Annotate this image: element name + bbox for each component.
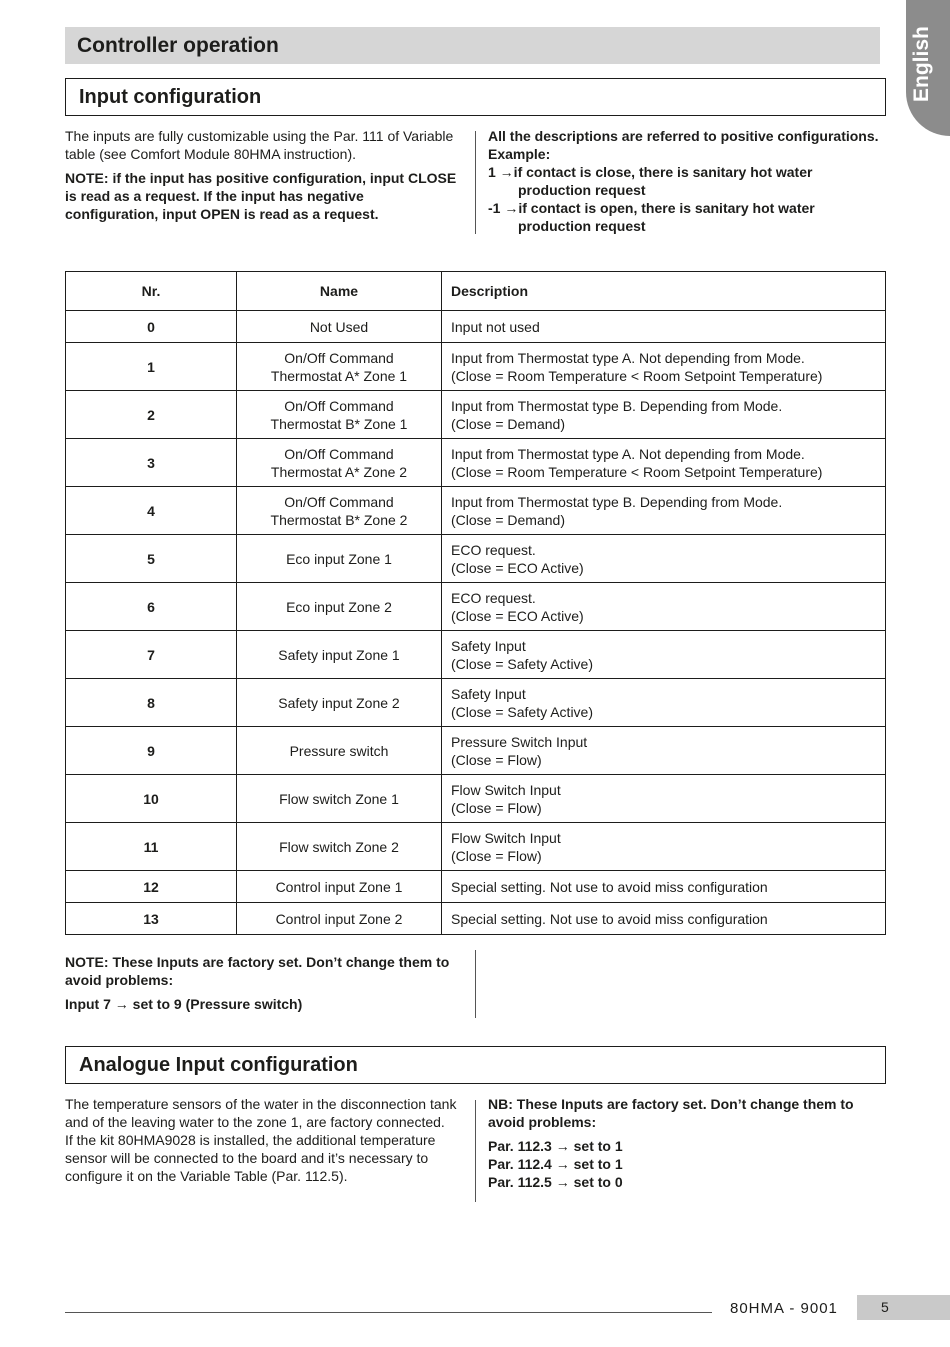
row-desc-line: Special setting. Not use to avoid miss configuration <box>451 878 768 895</box>
row-description <box>442 823 886 871</box>
row-description <box>442 631 886 679</box>
row-nr: 6 <box>66 583 237 631</box>
factory-set-input-7: Input 7 → set to 9 (Pressure switch) <box>65 996 303 1012</box>
row-nr: 4 <box>66 487 237 535</box>
analogue-right-column <box>488 1095 878 1191</box>
row-description <box>442 903 886 935</box>
table-row <box>66 487 886 535</box>
table-row <box>66 679 886 727</box>
row-name-line: Eco input Zone 1 <box>286 550 392 567</box>
table-row <box>66 583 886 631</box>
par-112-4: Par. 112.4 → set to 1 <box>488 1156 623 1172</box>
row-description <box>442 679 886 727</box>
row-desc-line: Input from Thermostat type A. Not depending from Mode. <box>451 349 805 366</box>
row-name-line: Flow switch Zone 2 <box>279 838 399 855</box>
row-name-line: Thermostat B* Zone 1 <box>270 415 408 432</box>
input-config-intro: The inputs are fully customizable using the Par. 111 of Variable table (see Comfort Module 80HMA instruction). <box>65 128 454 162</box>
row-desc-line: Input from Thermostat type A. Not depending from Mode. <box>451 445 805 462</box>
row-name-line: On/Off Command <box>284 397 394 414</box>
table-row <box>66 535 886 583</box>
row-name <box>237 439 442 487</box>
row-desc-line: ECO request. <box>451 541 536 558</box>
row-name-line: Pressure switch <box>289 742 389 759</box>
positive-config-note: All the descriptions are referred to positive configurations. <box>488 128 879 144</box>
factory-set-note-text: NOTE: These Inputs are factory set. Don’t change them to avoid problems: <box>65 954 450 988</box>
row-name <box>237 311 442 343</box>
row-name-line: Control input Zone 2 <box>275 910 403 927</box>
row-description <box>442 727 886 775</box>
row-description <box>442 535 886 583</box>
analogue-left-column <box>65 1095 465 1185</box>
row-desc-line: ECO request. <box>451 589 536 606</box>
row-desc-line: Pressure Switch Input <box>451 733 588 750</box>
row-nr: 10 <box>66 775 237 823</box>
header-name: Name <box>237 272 442 311</box>
row-name-line: Flow switch Zone 1 <box>279 790 399 807</box>
language-tab <box>906 0 950 136</box>
column-divider <box>475 131 476 234</box>
par-112-5: Par. 112.5 → set to 0 <box>488 1174 623 1190</box>
row-name <box>237 583 442 631</box>
row-name-line: On/Off Command <box>284 349 394 366</box>
table-row <box>66 871 886 903</box>
row-name-line: Safety input Zone 2 <box>278 694 400 711</box>
row-nr: 13 <box>66 903 237 935</box>
page-number: 5 <box>857 1295 950 1320</box>
table-row <box>66 903 886 935</box>
row-name <box>237 871 442 903</box>
row-desc-line: (Close = Flow) <box>451 751 542 768</box>
row-desc-line: Input from Thermostat type B. Depending from Mode. <box>451 397 783 414</box>
row-desc-line: (Close = ECO Active) <box>451 559 584 576</box>
row-name <box>237 775 442 823</box>
table-header-row <box>66 272 886 311</box>
par-112-3: Par. 112.3 → set to 1 <box>488 1138 623 1154</box>
table-row <box>66 311 886 343</box>
analogue-sensors-text: The temperature sensors of the water in the disconnection tank and of the leaving water to the zone 1, are factory connected. <box>65 1096 457 1130</box>
column-divider <box>475 950 476 1018</box>
analogue-nb-note: NB: These Inputs are factory set. Don’t change them to avoid problems: <box>488 1096 854 1130</box>
row-nr: 9 <box>66 727 237 775</box>
row-name <box>237 823 442 871</box>
row-nr: 0 <box>66 311 237 343</box>
row-name-line: Thermostat A* Zone 2 <box>270 463 408 480</box>
row-desc-line: (Close = Room Temperature < Room Setpoint Temperature) <box>451 463 823 480</box>
input-config-right-column <box>488 127 888 235</box>
row-desc-line: Special setting. Not use to avoid miss configuration <box>451 910 768 927</box>
footer-rule <box>65 1312 712 1313</box>
example-1: 1 →if contact is close, there is sanitary hot water <box>488 164 813 180</box>
table-row <box>66 631 886 679</box>
row-nr: 11 <box>66 823 237 871</box>
row-desc-line: (Close = Safety Active) <box>451 655 594 672</box>
row-desc-line: Flow Switch Input <box>451 829 561 846</box>
example-2-cont: production request <box>518 218 646 234</box>
row-description <box>442 775 886 823</box>
row-name <box>237 487 442 535</box>
row-desc-line: (Close = ECO Active) <box>451 607 584 624</box>
input-configuration-table <box>65 271 886 935</box>
row-description <box>442 343 886 391</box>
row-description <box>442 311 886 343</box>
factory-set-note <box>65 953 460 1019</box>
section-title-analogue-input: Analogue Input configuration <box>65 1046 886 1084</box>
header-description: Description <box>442 272 886 311</box>
input-config-note: NOTE: if the input has positive configuration, input CLOSE is read as a request. If the input has negative configuration, input OPEN is read as a request. <box>65 170 457 222</box>
row-description <box>442 583 886 631</box>
column-divider <box>475 1100 476 1202</box>
row-desc-line: Safety Input <box>451 685 526 702</box>
row-desc-line: (Close = Safety Active) <box>451 703 594 720</box>
row-name-line: On/Off Command <box>284 445 394 462</box>
row-desc-line: (Close = Demand) <box>451 511 565 528</box>
row-name <box>237 391 442 439</box>
row-name-line: Safety input Zone 1 <box>278 646 400 663</box>
row-name-line: Eco input Zone 2 <box>286 598 392 615</box>
row-name-line: Control input Zone 1 <box>275 878 403 895</box>
row-name <box>237 727 442 775</box>
row-desc-line: (Close = Room Temperature < Room Setpoint Temperature) <box>451 367 823 384</box>
row-desc-line: (Close = Flow) <box>451 799 542 816</box>
row-name <box>237 903 442 935</box>
row-description <box>442 871 886 903</box>
row-nr: 3 <box>66 439 237 487</box>
section-title-input-configuration: Input configuration <box>65 78 886 116</box>
page-title: Controller operation <box>65 27 880 64</box>
row-name-line: On/Off Command <box>284 493 394 510</box>
analogue-kit-text: If the kit 80HMA9028 is installed, the additional temperature sensor will be connected to the board and it’s necessary to configure it on the Variable Table (Par. 112.5). <box>65 1132 436 1184</box>
row-nr: 1 <box>66 343 237 391</box>
row-desc-line: (Close = Flow) <box>451 847 542 864</box>
row-desc-line: Input from Thermostat type B. Depending from Mode. <box>451 493 783 510</box>
row-desc-line: (Close = Demand) <box>451 415 565 432</box>
row-desc-line: Flow Switch Input <box>451 781 561 798</box>
row-name-line: Not Used <box>309 318 369 335</box>
table-row <box>66 823 886 871</box>
table-row <box>66 391 886 439</box>
row-name-line: Thermostat B* Zone 2 <box>270 511 408 528</box>
header-nr: Nr. <box>66 272 237 311</box>
example-2: -1 →if contact is open, there is sanitary hot water <box>488 200 815 216</box>
footer-doc-code: 80HMA - 9001 <box>730 1300 838 1317</box>
table-row <box>66 343 886 391</box>
row-nr: 12 <box>66 871 237 903</box>
row-description <box>442 391 886 439</box>
language-tab-label: English <box>910 26 933 102</box>
row-nr: 8 <box>66 679 237 727</box>
table-row <box>66 727 886 775</box>
row-name <box>237 631 442 679</box>
table-row <box>66 775 886 823</box>
row-nr: 5 <box>66 535 237 583</box>
row-name <box>237 679 442 727</box>
row-nr: 2 <box>66 391 237 439</box>
table-row <box>66 439 886 487</box>
input-config-left-column <box>65 127 460 229</box>
row-desc-line: Safety Input <box>451 637 526 654</box>
example-label: Example: <box>488 146 551 162</box>
row-description <box>442 439 886 487</box>
row-nr: 7 <box>66 631 237 679</box>
row-name <box>237 535 442 583</box>
row-description <box>442 487 886 535</box>
row-name <box>237 343 442 391</box>
row-name-line: Thermostat A* Zone 1 <box>270 367 408 384</box>
example-1-cont: production request <box>518 182 646 198</box>
row-desc-line: Input not used <box>451 318 540 335</box>
